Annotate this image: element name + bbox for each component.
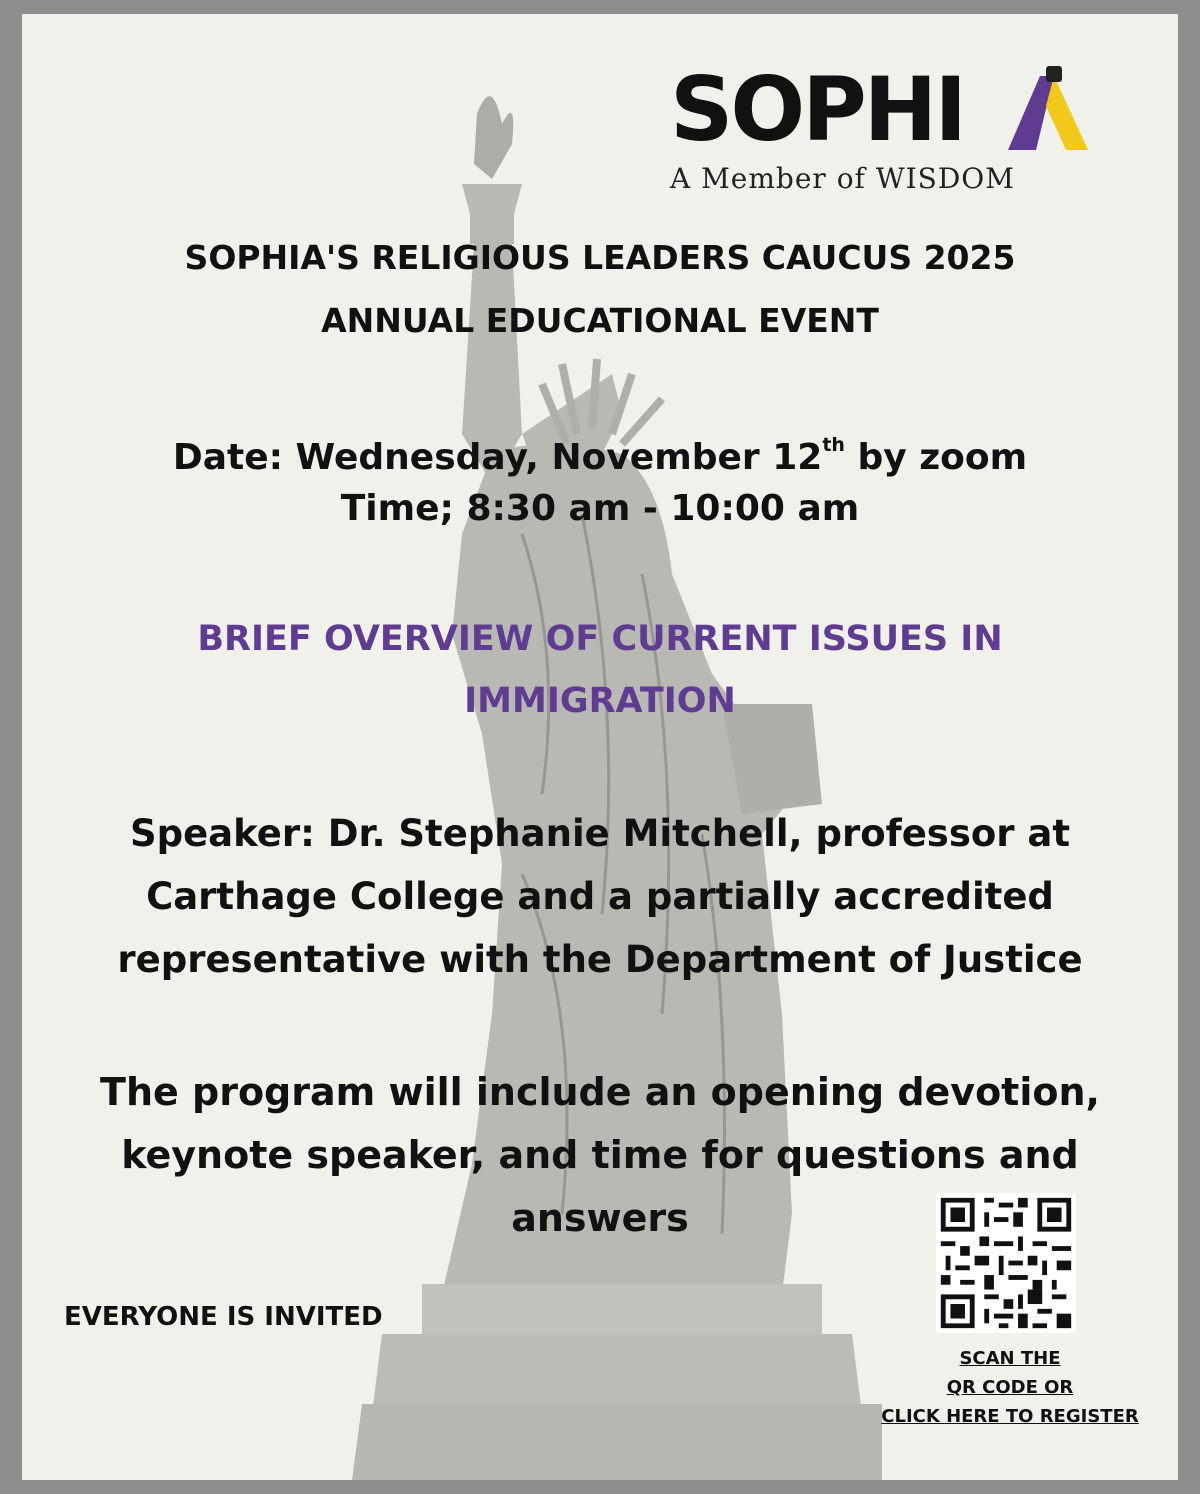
- logo-subtitle: A Member of WISDOM: [670, 162, 1015, 195]
- event-title-line-2: ANNUAL EDUCATIONAL EVENT: [321, 301, 879, 340]
- event-date: [22, 418, 1178, 485]
- sophia-logo: [670, 58, 1090, 204]
- event-date-location: by zoom: [844, 437, 1028, 478]
- register-line-3[interactable]: CLICK HERE TO REGISTER: [881, 1406, 1139, 1427]
- register-link[interactable]: [870, 1344, 1150, 1431]
- event-date-ordinal: th: [822, 434, 845, 456]
- topic-line-2: IMMIGRATION: [464, 681, 736, 721]
- topic-line-1: BRIEF OVERVIEW OF CURRENT ISSUES IN: [197, 619, 1003, 659]
- program-line-3: answers: [511, 1196, 689, 1240]
- logo-raised-fist-icon: [1008, 66, 1088, 150]
- speaker-line-2: Carthage College and a partially accredited: [146, 875, 1054, 918]
- logo-wordmark: SOPHI: [670, 58, 965, 161]
- flyer: [22, 14, 1178, 1480]
- registration-qr-code[interactable]: [936, 1193, 1076, 1333]
- register-line-2[interactable]: QR CODE OR: [946, 1377, 1074, 1398]
- event-date-main: Date: Wednesday, November 12: [172, 437, 823, 478]
- program-line-1: The program will include an opening devotion,: [100, 1070, 1100, 1114]
- program-line-2: keynote speaker, and time for questions and: [121, 1133, 1079, 1177]
- register-line-1[interactable]: SCAN THE: [959, 1348, 1061, 1369]
- everyone-invited-text: EVERYONE IS INVITED: [64, 1302, 383, 1332]
- event-title-line-1: SOPHIA'S RELIGIOUS LEADERS CAUCUS 2025: [184, 238, 1016, 277]
- speaker-line-3: representative with the Department of Justice: [117, 938, 1083, 981]
- speaker-line-1: Speaker: Dr. Stephanie Mitchell, professor at: [129, 812, 1071, 855]
- event-time: Time; 8:30 am - 10:00 am: [340, 488, 860, 529]
